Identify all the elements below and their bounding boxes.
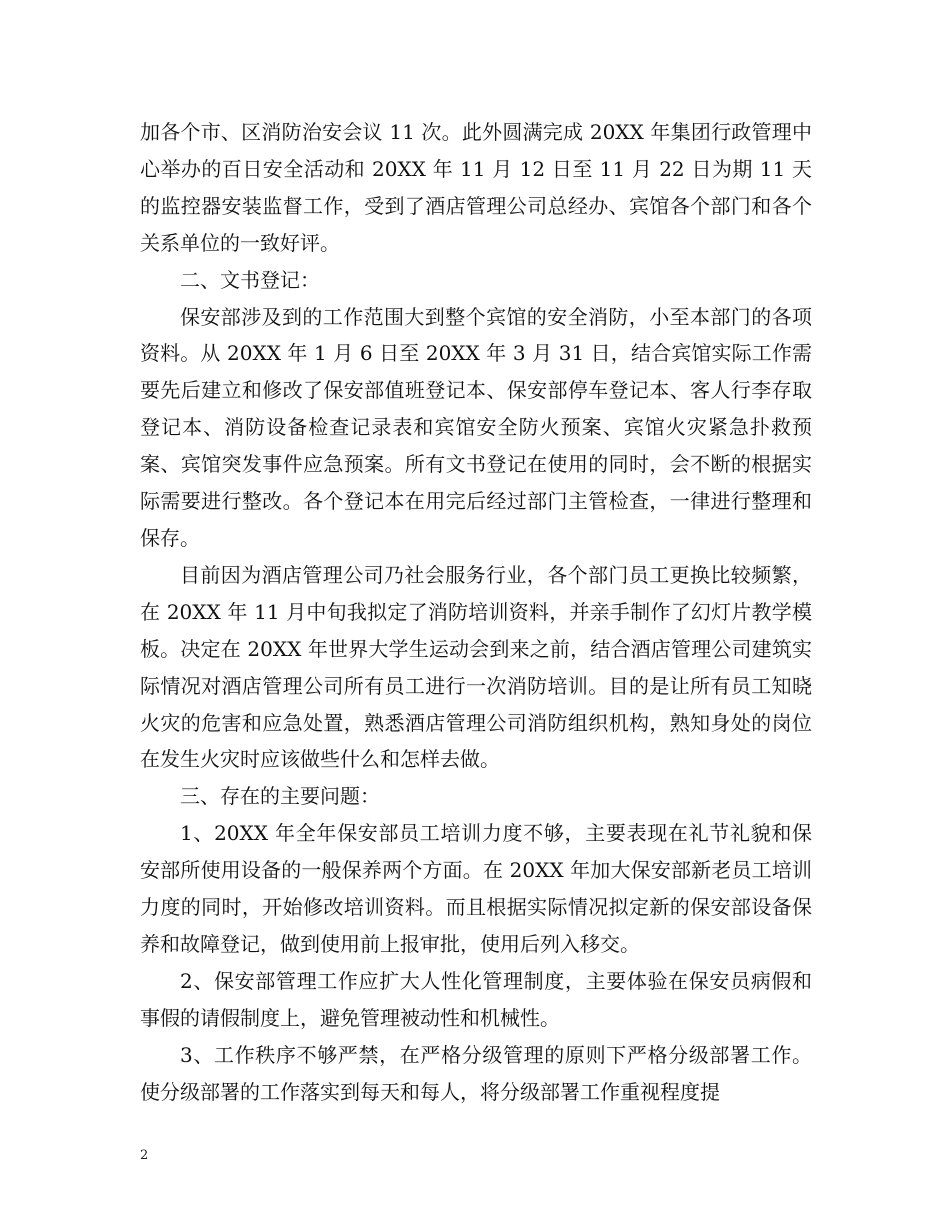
paragraph-problem-3: 3、工作秩序不够严禁，在严格分级管理的原则下严格分级部署工作。使分级部署的工作落实到每天和每人，将分级部署工作重视程度提 xyxy=(140,1042,812,1104)
paragraph-document-registration: 保安部涉及到的工作范围大到整个宾馆的安全消防，小至本部门的各项资料。从 20XX 年 1 月 6 日至 20XX 年 3 月 31 日，结合宾馆实际工作需要先后建立和修改了保安部值班登记本、保安部停车登记本、客人行李存取登记本、消防设备检查记录表和宾馆安全防火预案、宾馆火灾紧急扑救预案、宾馆突发事件应急预案。所有文书登记在使用的同时，会不断的根据实际需要进行整改。各个登记本在用完后经过部门主管检查，一律进行整理和保存。 xyxy=(140,304,812,550)
paragraph-continued: 加各个市、区消防治安会议 11 次。此外圆满完成 20XX 年集团行政管理中心举办的百日安全活动和 20XX 年 11 月 12 日至 11 月 22 日为期 11 天的监控器安装监督工作，受到了酒店管理公司总经办、宾馆各个部门和各个关系单位的一致好评。 xyxy=(140,120,812,255)
document-body xyxy=(140,114,812,1110)
paragraph-problem-2: 2、保安部管理工作应扩大人性化管理制度，主要体验在保安员病假和事假的请假制度上，避免管理被动性和机械性。 xyxy=(140,968,812,1030)
paragraph-problem-1: 1、20XX 年全年保安部员工培训力度不够，主要表现在礼节礼貌和保安部所使用设备的一般保养两个方面。在 20XX 年加大保安部新老员工培训力度的同时，开始修改培训资料。而且根据实际情况拟定新的保安部设备保养和故障登记，做到使用前上报审批，使用后列入移交。 xyxy=(140,821,812,956)
section-heading-document-registration: 二、文书登记： xyxy=(180,267,320,292)
section-heading-main-problems: 三、存在的主要问题： xyxy=(180,784,380,809)
paragraph-fire-training: 目前因为酒店管理公司乃社会服务行业，各个部门员工更换比较频繁，在 20XX 年 11 月中旬我拟定了消防培训资料，并亲手制作了幻灯片教学模板。决定在 20XX 年世界大学生运动会到来之前，结合酒店管理公司建筑实际情况对酒店管理公司所有员工进行一次消防培训。目的是让所有员工知晓火灾的危害和应急处置，熟悉酒店管理公司消防组织机构，熟知身处的岗位在发生火灾时应该做些什么和怎样去做。 xyxy=(140,562,812,772)
page-number: 2 xyxy=(140,1148,149,1163)
